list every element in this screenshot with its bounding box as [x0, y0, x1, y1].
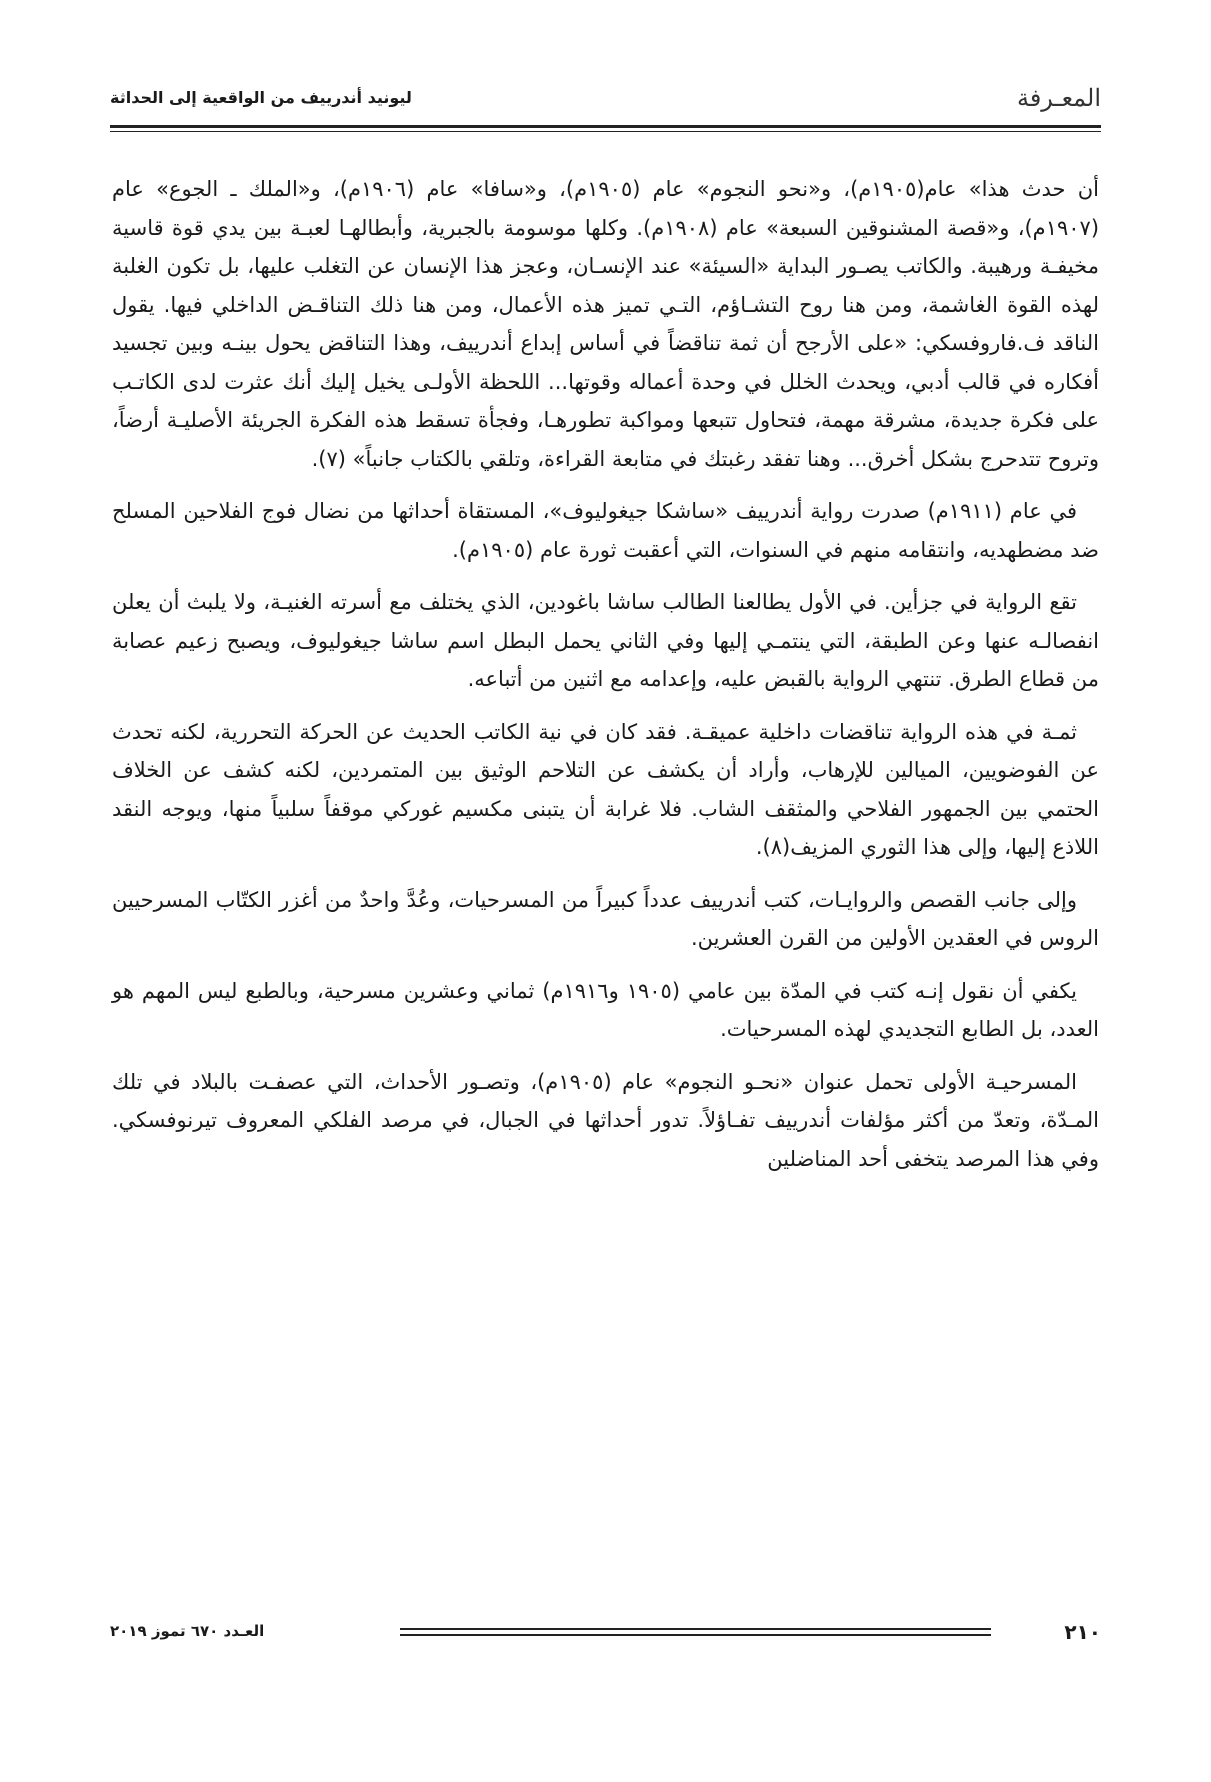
footer-rule [400, 1628, 991, 1630]
page-number: ٢١٠ [1064, 1620, 1101, 1644]
paragraph: أن حدث هذا» عام(١٩٠٥م)، و«نحو النجوم» عام (١٩٠٥م)، و«سافا» عام (١٩٠٦م)، و«الملك ـ الجوع» عام (١٩٠٧م)، و«قصة المشنوقين السبعة» عام (١٩٠٨م). وكلها موسومة بالجبرية، وأبطالهـا لعبـة بين يدي قوة قاسية مخيفـة ورهيبة. والكاتب يصـور البداية «السيئة» عند الإنسـان، وعجز هذا الإنسان عن التغلب عليها، بل تكون الغلبة لهذه القوة الغاشمة، ومن هنا روح التشـاؤم، التـي تميز هذه الأعمال، ومن هنا ذلك التناقـض الداخلي فيها. يقول الناقد ف.فاروفسكي: «على الأرجح أن ثمة تناقضاً في أساس إبداع أندرييف، وهذا التناقض يحول بينـه وبين تجسيد أفكاره في قالب أدبي، ويحدث الخلل في وحدة أعماله وقوتها... اللحظة الأولـى يخيل إليك أنك عثرت لدى الكاتـب على فكرة جديدة، مشرقة مهمة، فتحاول تتبعها ومواكبة تطورهـا، وفجأة تسقط هذه الفكرة الجريئة الأصليـة أرضاً، وتروح تتدحرج بشكل أخرق... وهنا تفقد رغبتك في متابعة القراءة، وتلقي بالكتاب جانباً» (٧). [112, 177, 1100, 471]
magazine-logo: المعـرفة [1016, 84, 1101, 112]
paragraph: تقع الرواية في جزأين. في الأول يطالعنا الطالب ساشا باغودين، الذي يختلف مع أسرته الغنيـة، ولا يلبث أن يعلن انفصالـه عنها وعن الطبقة، التي ينتمـي إليها وفي الثاني يحمل البطل اسم ساشا جيغوليوف، ويصبح زعيم عصابة من قطاع الطرق. تنتهي الرواية بالقبض عليه، وإعدامه مع اثنين من أتباعه. [112, 590, 1099, 691]
issue-info: العـدد ٦٧٠ تموز ٢٠١٩ [110, 1622, 265, 1640]
footer-rule [400, 1634, 991, 1636]
running-title: ليونيد أندرييف من الواقعية إلى الحداثة [110, 88, 412, 107]
paragraph: في عام (١٩١١م) صدرت رواية أندرييف «ساشكا جيغوليوف»، المستقاة أحداثها من نضال فوج الفلاحين المسلح ضد مضطهديه، وانتقامه منهم في السنوات، التي أعقبت ثورة عام (١٩٠٥م). [112, 499, 1099, 562]
paragraph: ثمـة في هذه الرواية تناقضات داخلية عميقـة. فقد كان في نية الكاتب الحديث عن الحركة التحررية، لكنه تحدث عن الفوضويين، الميالين للإرهاب، وأراد أن يكشف عن التلاحم الوثيق بين المتمردين، لكنه كشف عن الخلاف الحتمي بين الجمهور الفلاحي والمثقف الشاب. فلا غرابة أن يتبنى مكسيم غوركي موقفاً سلبياً منها، ويوجه النقد اللاذع إليها، وإلى هذا الثوري المزيف(٨). [112, 719, 1099, 859]
header-rule-thick [110, 125, 1101, 128]
page-header [110, 78, 1101, 120]
paragraph: وإلى جانب القصص والروايـات، كتب أندرييف عدداً كبيراً من المسرحيات، وعُدَّ واحدٌ من أغزر الكتّاب المسرحيين الروس في العقدين الأولين من القرن العشرين. [112, 887, 1099, 950]
paragraph: يكفي أن نقول إنـه كتب في المدّة بين عامي (١٩٠٥ و١٩١٦م) ثماني وعشرين مسرحية، وبالطبع ليس المهم هو العدد، بل الطابع التجديدي لهذه المسرحيات. [112, 978, 1099, 1041]
header-rule-thin [110, 131, 1101, 132]
article-body [112, 170, 1099, 1192]
paragraph: المسرحيـة الأولى تحمل عنوان «نحـو النجوم» عام (١٩٠٥م)، وتصـور الأحداث، التي عصفـت بالبلاد في تلك المـدّة، وتعدّ من أكثر مؤلفات أندرييف تفـاؤلاً. تدور أحداثها في الجبال، في مرصد الفلكي المعروف تيرنوفسكي. وفي هذا المرصد يتخفى أحد المناضلين [112, 1069, 1099, 1171]
page-footer [110, 1620, 1101, 1650]
